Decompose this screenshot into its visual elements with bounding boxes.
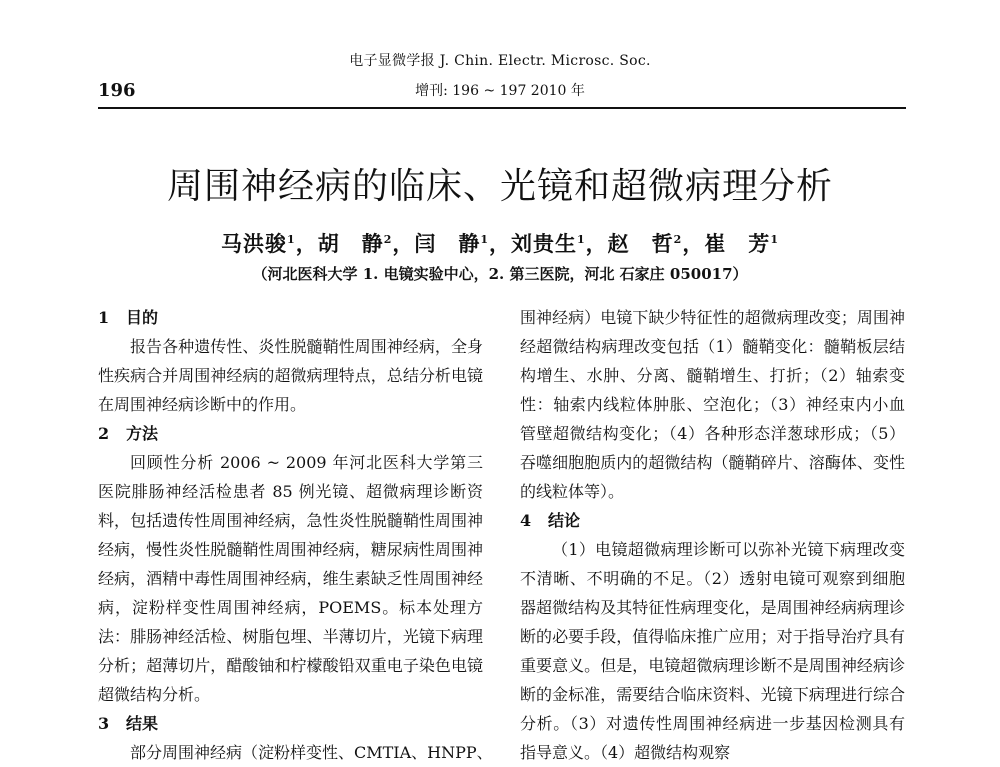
results-paragraph-start: 部分周围神经病（淀粉样变性、CMTIA、HNPP、 [130, 743, 493, 762]
paper-title: 周围神经病的临床、光镜和超微病理分析 [166, 166, 833, 207]
author-list: 马洪骏$^1$，胡 静$^2$，闫 静$^1$，刘贵生$^1$，赵 哲$^2$，崔 芳$^1$ [221, 231, 779, 256]
objective-paragraph: 报告各种遗传性、炎性脱髓鞘性周围神经病，全身性疾病合并周围神经病的超微病理特点，总结分析电镜在周围神经病诊断中的作用。 [98, 337, 483, 414]
conclusion-paragraph: （1）电镜超微病理诊断可以弥补光镜下病理改变不清晰、不明确的不足。（2）透射电镜可观察到细胞器超微结构及其特征性病理变化，是周围神经病病理诊断的必要手段，值得临床推广应用；对于指导治疗具有重要意义。但是，电镜超微病理诊断不是周围神经病诊断的金标准，需要结合临床资料、光镜下病理进行综合分析。（3）对遗传性周围神经病进一步基因检测具有指导意义。（4）超微结构观察 [520, 540, 905, 762]
author: 马洪骏$^1$ [221, 231, 296, 256]
issue-info: 增刊: 196 ~ 197 2010 年 [415, 83, 585, 99]
section-heading-objective: 1 目的 [98, 308, 159, 327]
section-heading-conclusion: 4 结论 [520, 511, 581, 530]
right-column [520, 303, 905, 767]
page-number: 196 [98, 80, 136, 101]
affiliation: （河北医科大学 1. 电镜实验中心，2. 第三医院，河北 石家庄 050017） [252, 265, 748, 283]
results-paragraph-continued: 围神经病）电镜下缺少特征性的超微病理改变；周围神经超微结构病理改变包括（1）髓鞘变化：髓鞘板层结构增生、水肿、分离、髓鞘增生、打折；（2）轴索变性：轴索内线粒体肿胀、空泡化；（3）神经束内小血管壁超微结构变化；（4）各种形态洋葱球形成；（5）吞噬细胞胞质内的超微结构（髓鞘碎片、溶酶体、变性的线粒体等）。 [520, 308, 905, 501]
header-rule [98, 107, 906, 109]
author: 刘贵生$^1$ [511, 231, 586, 256]
section-heading-results: 3 结果 [98, 714, 159, 733]
section-heading-method: 2 方法 [98, 424, 159, 443]
method-paragraph: 回顾性分析 2006 ~ 2009 年河北医科大学第三医院腓肠神经活检患者 85 例光镜、超微病理诊断资料，包括遗传性周围神经病，急性炎性脱髓鞘性周围神经病，慢性炎性脱髓鞘性周围神经病，糖尿病性周围神经病，酒精中毒性周围神经病，维生素缺乏性周围神经病，淀粉样变性周围神经病，POEMS。标本处理方法：腓肠神经活检、树脂包埋、半薄切片，光镜下病理分析；超薄切片，醋酸铀和柠檬酸铅双重电子染色电镜超微结构分析。 [98, 453, 483, 704]
journal-name: 电子显微学报 J. Chin. Electr. Microsc. Soc. [349, 53, 651, 69]
left-column [98, 303, 493, 767]
author: 崔 芳$^1$ [704, 231, 779, 256]
author: 胡 静$^2$ [317, 231, 393, 256]
author: 赵 哲$^2$ [607, 231, 683, 256]
author: 闫 静$^1$ [414, 231, 489, 256]
